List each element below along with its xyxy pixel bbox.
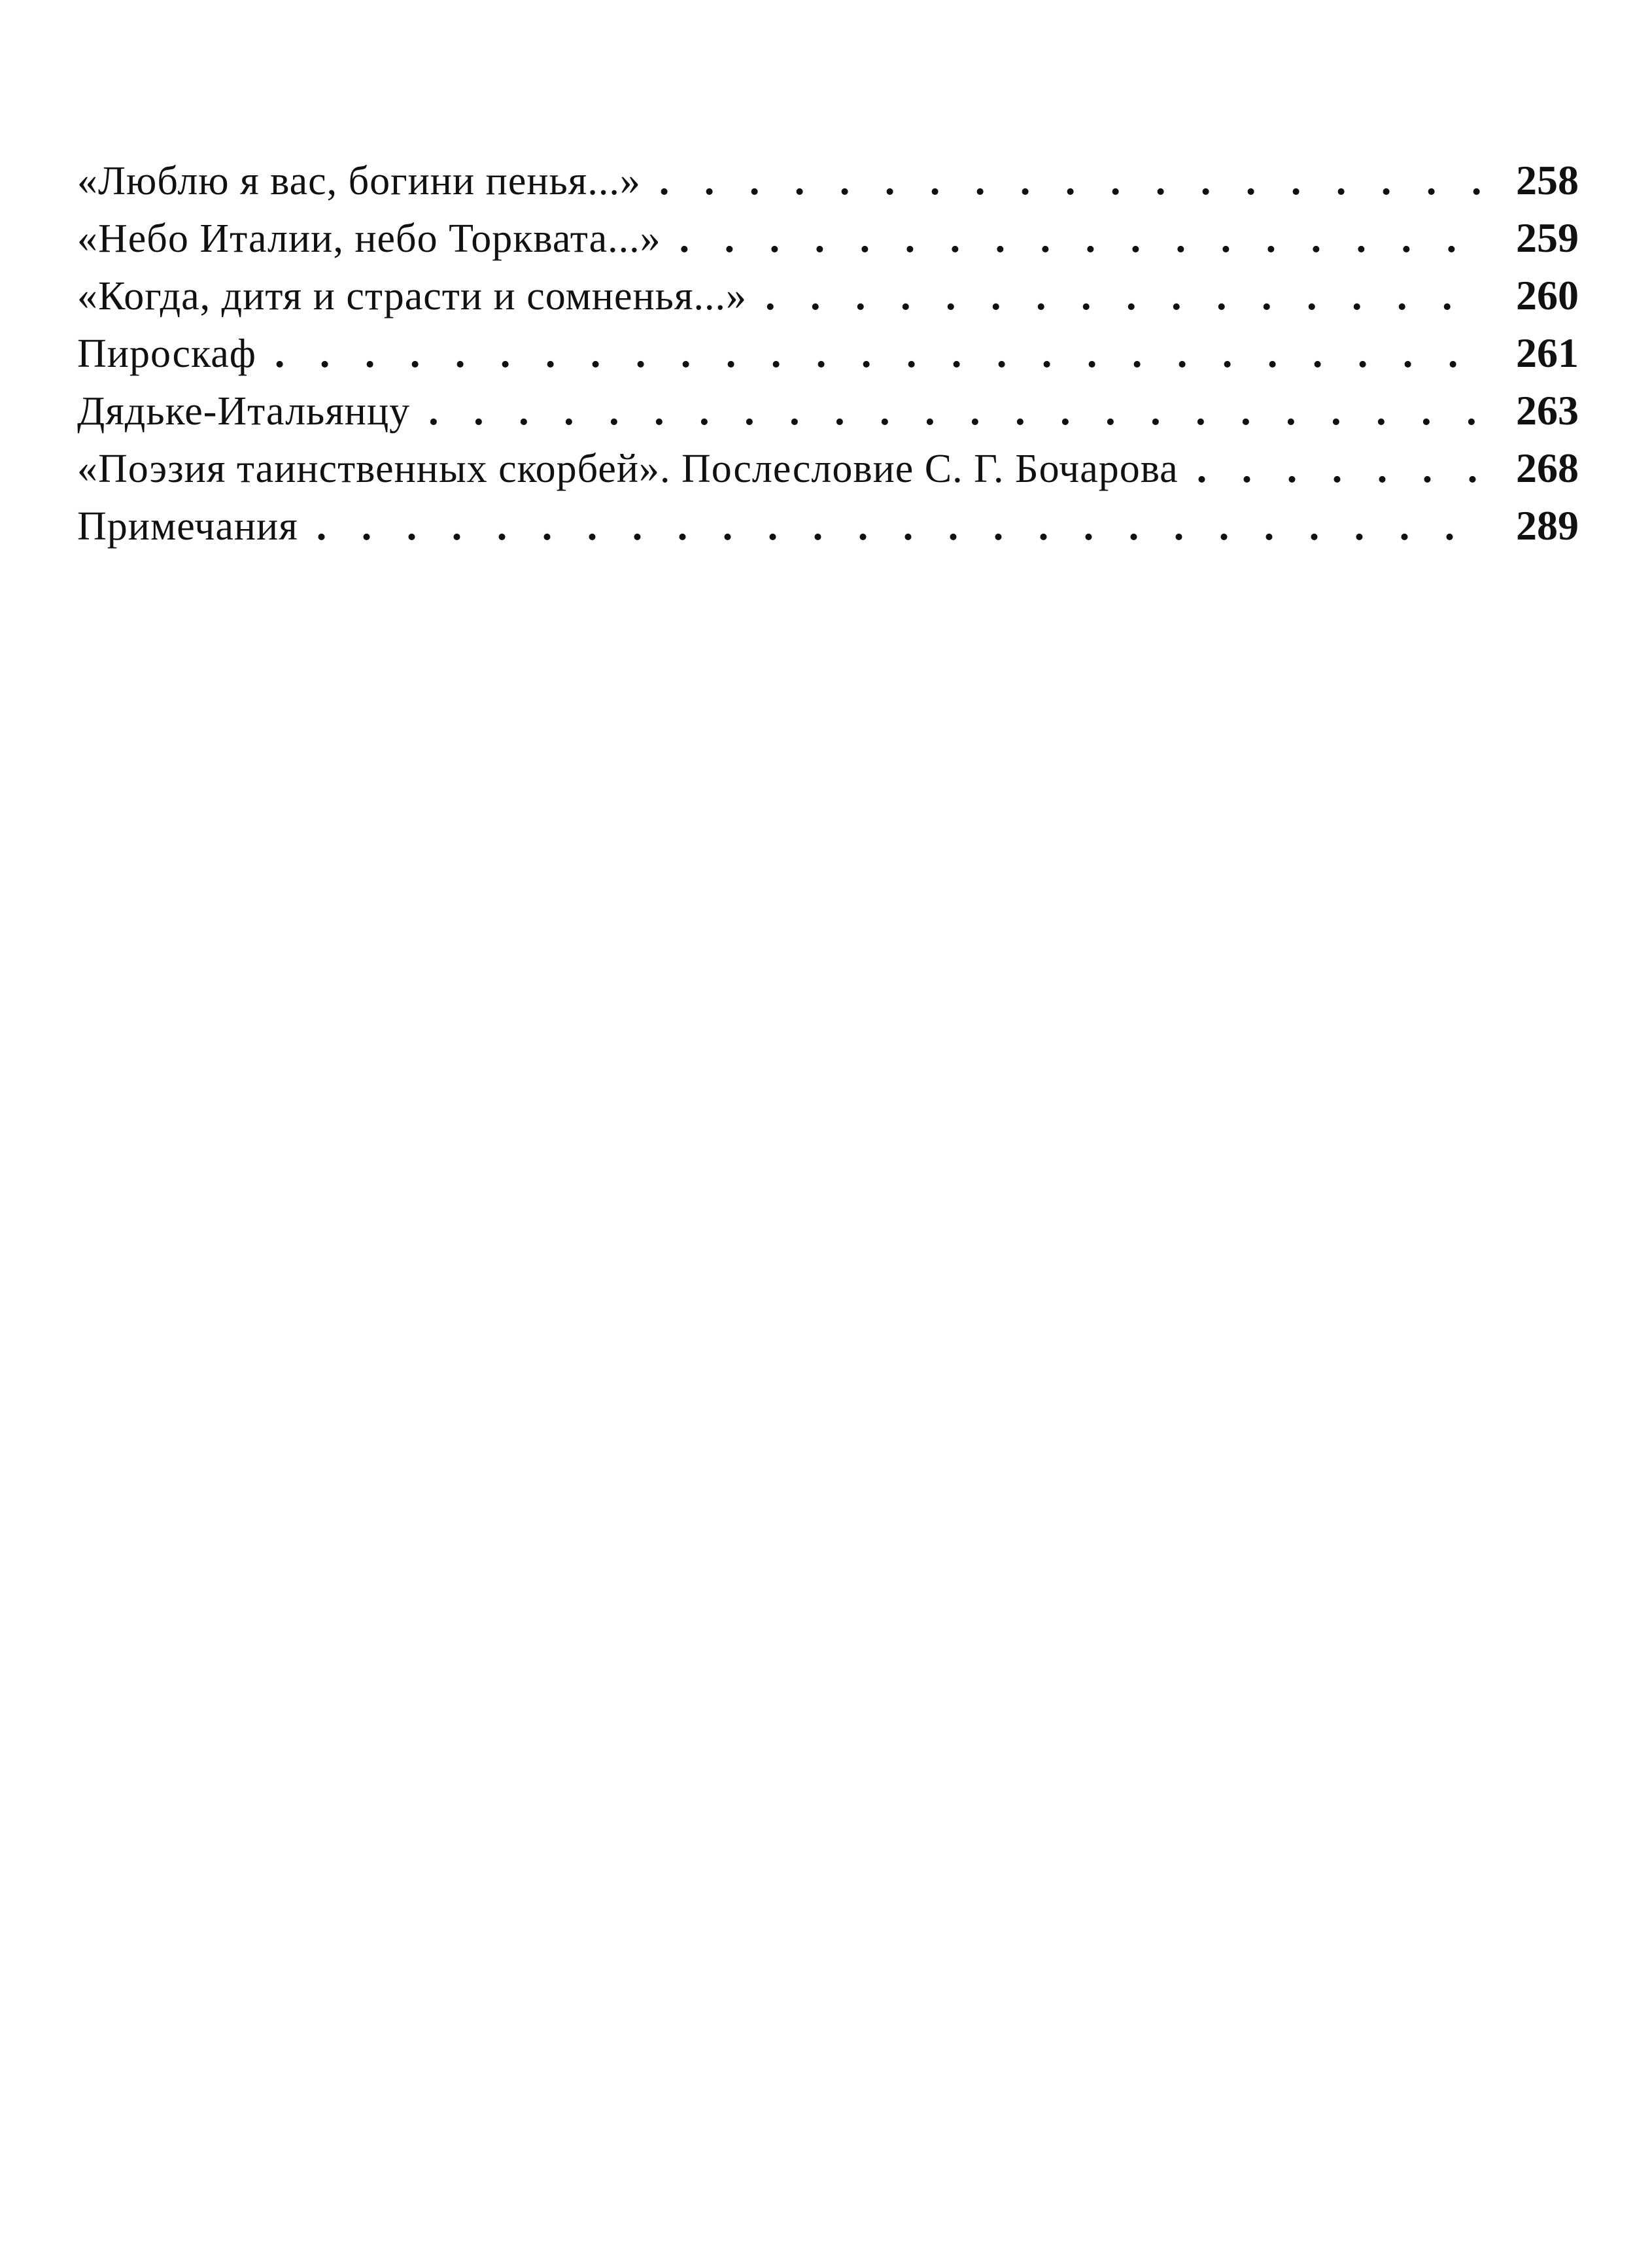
toc-entry-title: Примечания [77,504,298,549]
toc-entry [77,209,1579,267]
toc-entry [77,497,1579,555]
toc-entry-title: «Поэзия таинственных скорбей». Послесловие С. Г. Бочарова [77,447,1179,491]
toc-entry-page-number: 263 [1516,387,1579,434]
dot-leader [317,498,1481,555]
toc-entry [77,152,1579,209]
toc-entry-title: Дядьке-Итальянцу [77,389,411,434]
dot-leader [275,325,1481,383]
toc-entry-page-number: 268 [1516,445,1579,491]
toc-entry-page-number: 289 [1516,502,1579,549]
toc-entry-page-number: 260 [1516,272,1579,318]
toc-entry [77,382,1579,439]
toc-entry-title: «Когда, дитя и страсти и сомненья...» [77,274,747,318]
dot-leader [1197,440,1481,498]
dot-leader [659,152,1481,210]
toc-entry-title: Пироскаф [77,332,256,376]
dot-leader [428,383,1481,440]
toc-entry-page-number: 259 [1516,215,1579,261]
dot-leader [680,210,1481,267]
toc-entry-page-number: 261 [1516,330,1579,376]
table-of-contents [77,152,1579,555]
dot-leader [765,267,1481,325]
toc-entry [77,324,1579,382]
toc-entry-title: «Небо Италии, небо Торквата...» [77,216,661,261]
toc-entry [77,267,1579,324]
toc-entry [77,439,1579,497]
toc-entry-title: «Люблю я вас, богини пенья...» [77,159,641,203]
toc-entry-page-number: 258 [1516,157,1579,203]
